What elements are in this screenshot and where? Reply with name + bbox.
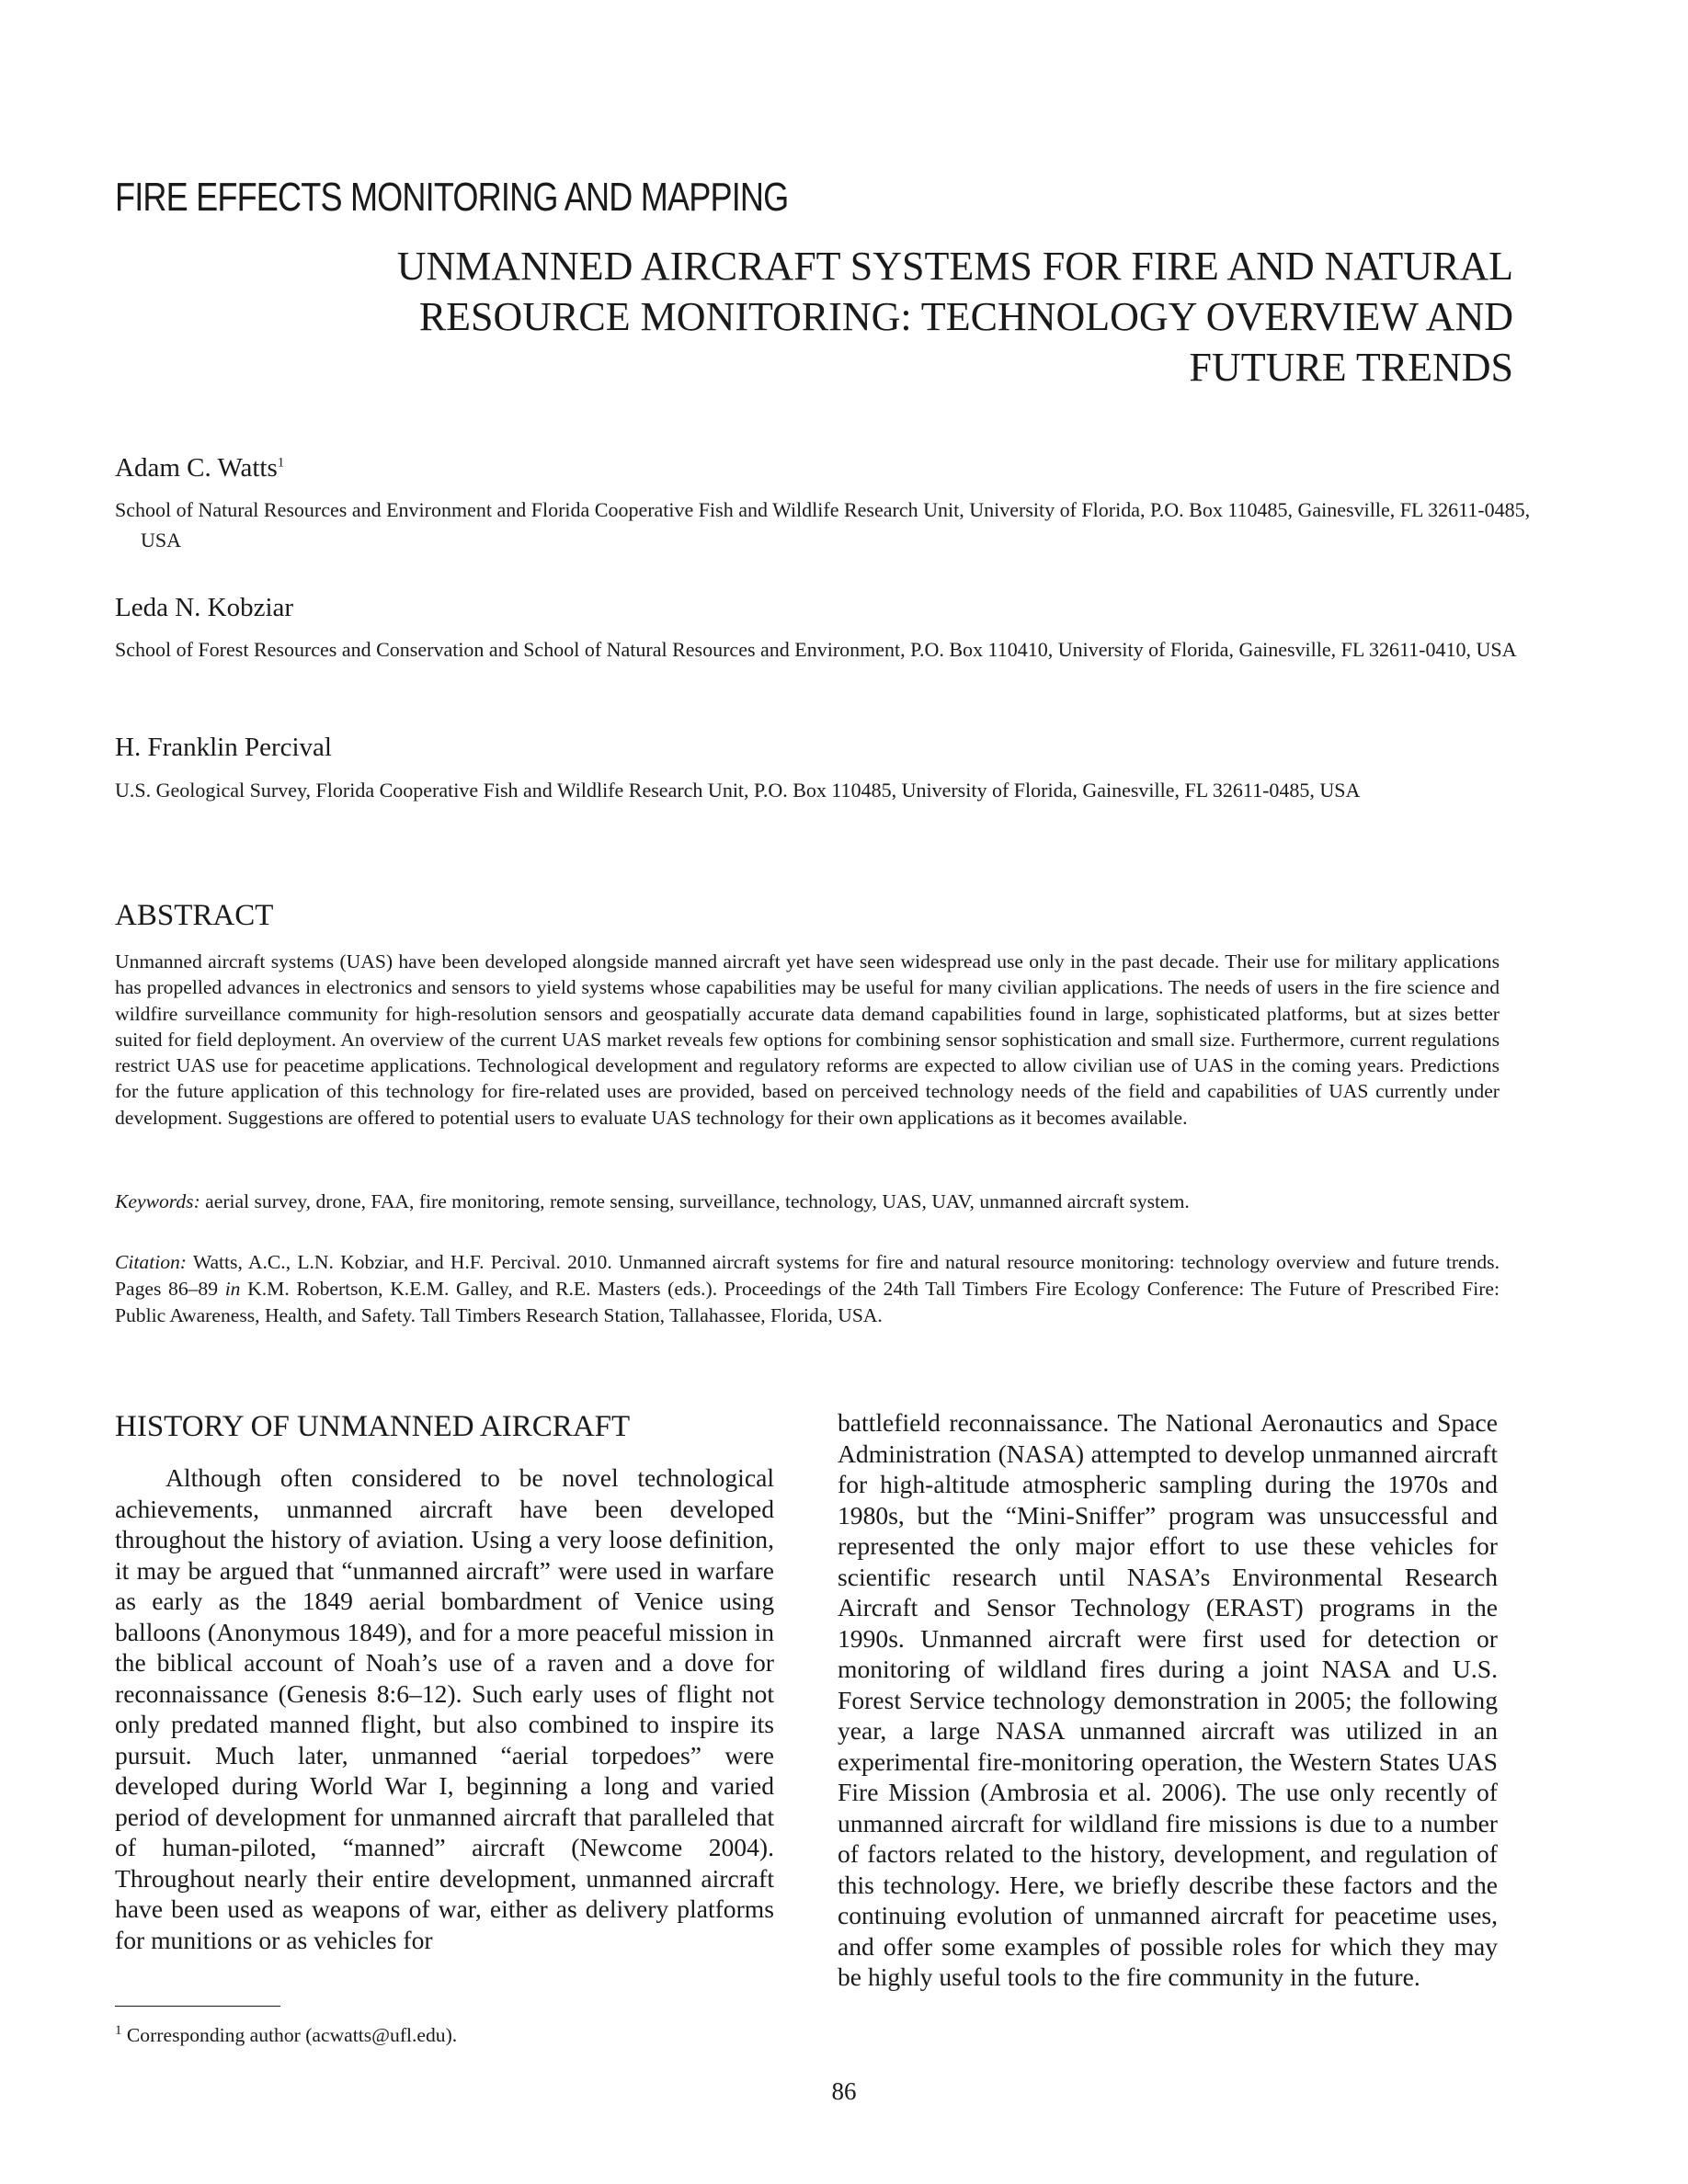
citation xyxy=(115,1249,1500,1329)
author-affiliation: School of Natural Resources and Environment and Florida Cooperative Fish and Wildlife Research Unit, University of Florida, P.O. Box 110485, Gainesville, FL 32611-0485, USA xyxy=(115,498,1531,552)
author-affiliation: U.S. Geological Survey, Florida Cooperative Fish and Wildlife Research Unit, P.O. Box 110485, University of Florida, Gainesville, FL 32611-0485, USA xyxy=(115,779,1361,802)
section-label: FIRE EFFECTS MONITORING AND MAPPING xyxy=(115,175,789,220)
title-line: UNMANNED AIRCRAFT SYSTEMS FOR FIRE AND NATURAL xyxy=(396,244,1513,289)
abstract-heading: ABSTRACT xyxy=(115,899,274,932)
section-heading: HISTORY OF UNMANNED AIRCRAFT xyxy=(115,1410,631,1443)
citation-in: in xyxy=(224,1278,241,1300)
keywords-text: aerial survey, drone, FAA, fire monitoring, remote sensing, surveillance, technology, UAS, UAV, unmanned aircraft system. xyxy=(200,1190,1190,1212)
body-column-left: Although often considered to be novel technological achievements, unmanned aircraft have been developed throughout the history of aviation. Using a very loose definition, it may be argued that “unmanned aircraft” were used in warfare as early as the 1849 aerial bombardment of Venice using balloons (Anonymous 1849), and for a more peaceful mission in the biblical account of Noah’s use of a raven and a dove for reconnaissance (Genesis 8:6–12). Such early uses of flight not only predated manned flight, but also combined to inspire its pursuit. Much later, unmanned “aerial torpedoes” were developed during World War I, beginning a long and varied period of development for unmanned aircraft that paralleled that of human-piloted, “manned” aircraft (Newcome 2004). Throughout nearly their entire development, unmanned aircraft have been used as weapons of war, either as delivery platforms for munitions or as vehicles for xyxy=(115,1463,774,1954)
citation-text: Watts, A.C., L.N. Kobziar, and H.F. Percival. 2010. Unmanned aircraft systems for fire and natural resource monitoring: technology overview and future trends. Pages 86–89 xyxy=(115,1251,1500,1300)
page-number: 86 xyxy=(831,2077,857,2105)
author-name xyxy=(115,453,284,483)
footnote-mark: 1 xyxy=(115,2022,122,2038)
paper-title xyxy=(226,241,1513,392)
citation-text-cont: K.M. Robertson, K.E.M. Galley, and R.E. Masters (eds.). Proceedings of the 24th Tall Timbers Fire Ecology Conference: The Future of Prescribed Fire: Public Awareness, Health, and Safety. Tall Timbers Research Station, Tallahassee, Florida, USA. xyxy=(115,1278,1500,1326)
citation-label: Citation: xyxy=(115,1251,187,1273)
author-name: Leda N. Kobziar xyxy=(115,593,294,622)
body-column-right: battlefield reconnaissance. The National Aeronautics and Space Administration (NASA) attempted to develop unmanned aircraft for high-altitude atmospheric sampling during the 1970s and 1980s, but the “Mini-Sniffer” program was unsuccessful and represented the only major effort to use these vehicles for scientific research until NASA’s Environmental Research Aircraft and Sensor Technology (ERAST) programs in the 1990s. Unmanned aircraft were first used for detection or monitoring of wildland fires during a joint NASA and U.S. Forest Service technology demonstration in 2005; the following year, a large NASA unmanned aircraft was utilized in an experimental fire-monitoring operation, the Western States UAS Fire Mission (Ambrosia et al. 2006). The use only recently of unmanned aircraft for wildland fire missions is due to a number of factors related to the history, development, and regulation of this technology. Here, we briefly describe these factors and the continuing evolution of unmanned aircraft for peacetime uses, and offer some examples of possible roles for which they may be highly useful tools to the fire community in the future. xyxy=(838,1408,1498,1991)
author-affiliation: School of Forest Resources and Conservation and School of Natural Resources and Environment, P.O. Box 110410, University of Florida, Gainesville, FL 32611-0410, USA xyxy=(115,638,1517,661)
author-name: H. Franklin Percival xyxy=(115,733,332,762)
author-name-text: Adam C. Watts xyxy=(115,453,278,483)
footnote-text: Corresponding author (acwatts@ufl.edu). xyxy=(121,2024,458,2046)
abstract-text: Unmanned aircraft systems (UAS) have been developed alongside manned aircraft yet have seen widespread use only in the past decade. Their use for military applications has propelled advances in electronics and sensors to yield systems whose capabilities may be useful for many civilian applications. The needs of users in the fire science and wildfire surveillance community for high-resolution sensors and geospatially accurate data demand capabilities found in large, sophisticated platforms, but at sizes better suited for field deployment. An overview of the current UAS market reveals few options for combining sensor sophistication and small size. Furthermore, current regulations restrict UAS use for peacetime applications. Technological development and regulatory reforms are expected to allow civilian use of UAS in the coming years. Predictions for the future application of this technology for fire-related uses are provided, based on perceived technology needs of the field and capabilities of UAS currently under development. Suggestions are offered to potential users to evaluate UAS technology for their own applications as it becomes available. xyxy=(115,950,1500,1129)
footnote-mark: 1 xyxy=(277,455,285,471)
footnote xyxy=(115,2024,457,2047)
title-line: FUTURE TRENDS xyxy=(1189,345,1513,390)
keywords-label: Keywords: xyxy=(115,1190,200,1212)
footnote-divider xyxy=(115,2006,280,2007)
title-line: RESOURCE MONITORING: TECHNOLOGY OVERVIEW AND xyxy=(418,294,1513,339)
keywords xyxy=(115,1189,1500,1214)
